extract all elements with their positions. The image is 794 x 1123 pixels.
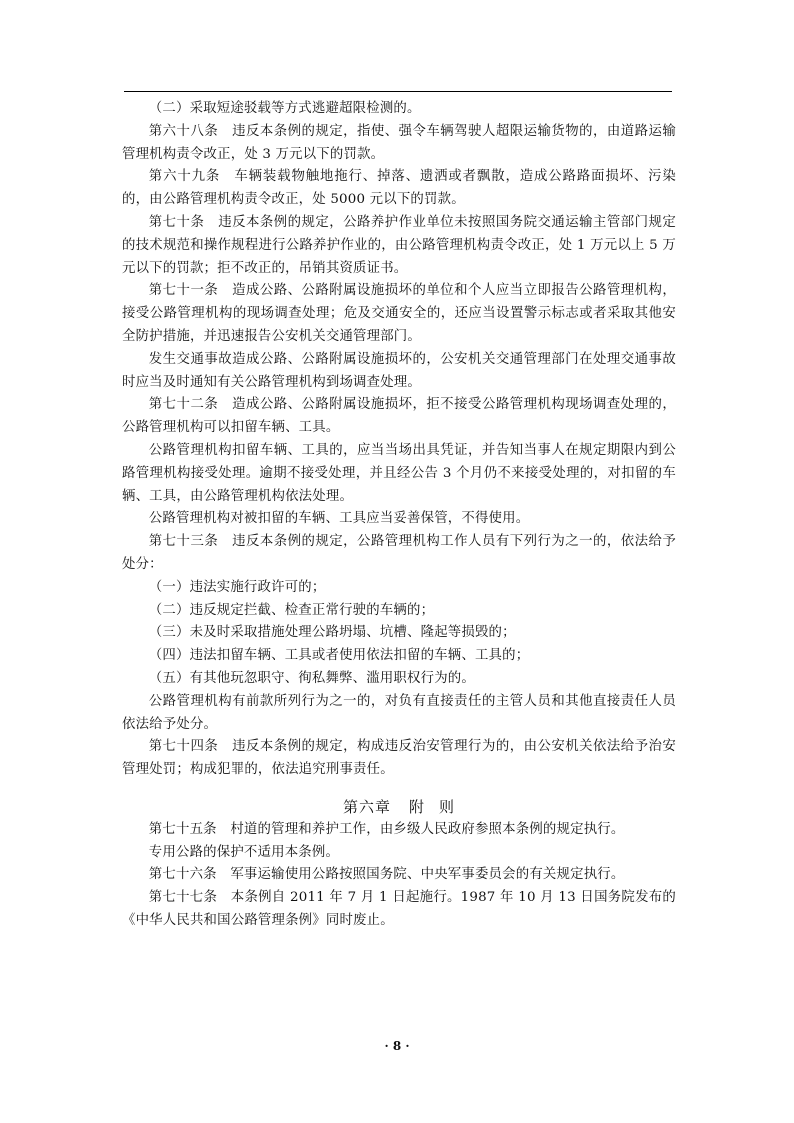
paragraph: 公路管理机构扣留车辆、工具的，应当当场出具凭证，并告知当事人在规定期限内到公路管理机构接受处理。逾期不接受处理，并且经公告 3 个月仍不来接受处理的，对扣留的车辆、工具，由公路管理机构依法处理。 <box>122 442 676 504</box>
list-item: （一）违法实施行政许可的； <box>148 579 326 595</box>
chapter-title-2: 则 <box>439 797 456 816</box>
list-item: （三）未及时采取措施处理公路坍塌、坑槽、隆起等损毁的； <box>148 625 516 641</box>
chapter-heading <box>122 796 676 819</box>
article-70: 第七十条 违反本条例的规定，公路养护作业单位未按照国务院交通运输主管部门规定的技术规范和操作规程进行公路养护作业的，由公路管理机构责令改正，处 1 万元以上 5 万元以下的罚款；拒不改正的，吊销其资质证书。 <box>122 214 676 276</box>
document-body <box>122 98 676 933</box>
list-item: （五）有其他玩忽职守、徇私舞弊、滥用职权行为的。 <box>148 670 475 686</box>
article-72: 第七十二条 造成公路、公路附属设施损坏，拒不接受公路管理机构现场调查处理的，公路管理机构可以扣留车辆、工具。 <box>122 397 676 436</box>
paragraph: 专用公路的保护不适用本条例。 <box>148 844 340 860</box>
page-number: · 8 · <box>384 1039 410 1053</box>
article-76: 第七十六条 军事运输使用公路按照国务院、中央军事委员会的有关规定执行。 <box>148 867 625 883</box>
article-77: 第七十七条 本条例自 2011 年 7 月 1 日起施行。1987 年 10 月 13 日国务院发布的《中华人民共和国公路管理条例》同时废止。 <box>122 890 676 928</box>
article-73: 第七十三条 违反本条例的规定，公路管理机构工作人员有下列行为之一的，依法给予处分： <box>122 534 676 572</box>
article-69: 第六十九条 车辆装载物触地拖行、掉落、遗洒或者飘散，造成公路路面损坏、污染的，由公路管理机构责令改正，处 5000 元以下的罚款。 <box>122 169 676 208</box>
paragraph: （二）采取短途驳载等方式逃避超限检测的。 <box>148 101 421 116</box>
chapter-title-1: 附 <box>408 797 425 816</box>
article-68: 第六十八条 违反本条例的规定，指使、强令车辆驾驶人超限运输货物的，由道路运输管理机构责令改正，处 3 万元以下的罚款。 <box>122 123 676 162</box>
paragraph: 公路管理机构有前款所列行为之一的，对负有直接责任的主管人员和其他直接责任人员依法给予处分。 <box>122 693 676 732</box>
chapter-number: 第六章 <box>342 797 391 816</box>
article-71: 第七十一条 造成公路、公路附属设施损坏的单位和个人应当立即报告公路管理机构，接受公路管理机构的现场调查处理；危及交通安全的，还应当设置警示标志或者采取其他安全防护措施，并迅速报告公安机关交通管理部门。 <box>122 283 676 344</box>
header-rule <box>124 91 672 92</box>
paragraph: 发生交通事故造成公路、公路附属设施损坏的，公安机关交通管理部门在处理交通事故时应当及时通知有关公路管理机构到场调查处理。 <box>122 351 676 390</box>
article-74: 第七十四条 违反本条例的规定，构成违反治安管理行为的，由公安机关依法给予治安管理处罚；构成犯罪的，依法追究刑事责任。 <box>122 739 676 778</box>
article-75: 第七十五条 村道的管理和养护工作，由乡级人民政府参照本条例的规定执行。 <box>148 821 625 837</box>
list-item: （四）违法扣留车辆、工具或者使用依法扣留的车辆、工具的； <box>148 648 530 664</box>
paragraph: 公路管理机构对被扣留的车辆、工具应当妥善保管，不得使用。 <box>148 511 530 527</box>
list-item: （二）违反规定拦截、检查正常行驶的车辆的； <box>148 602 435 618</box>
